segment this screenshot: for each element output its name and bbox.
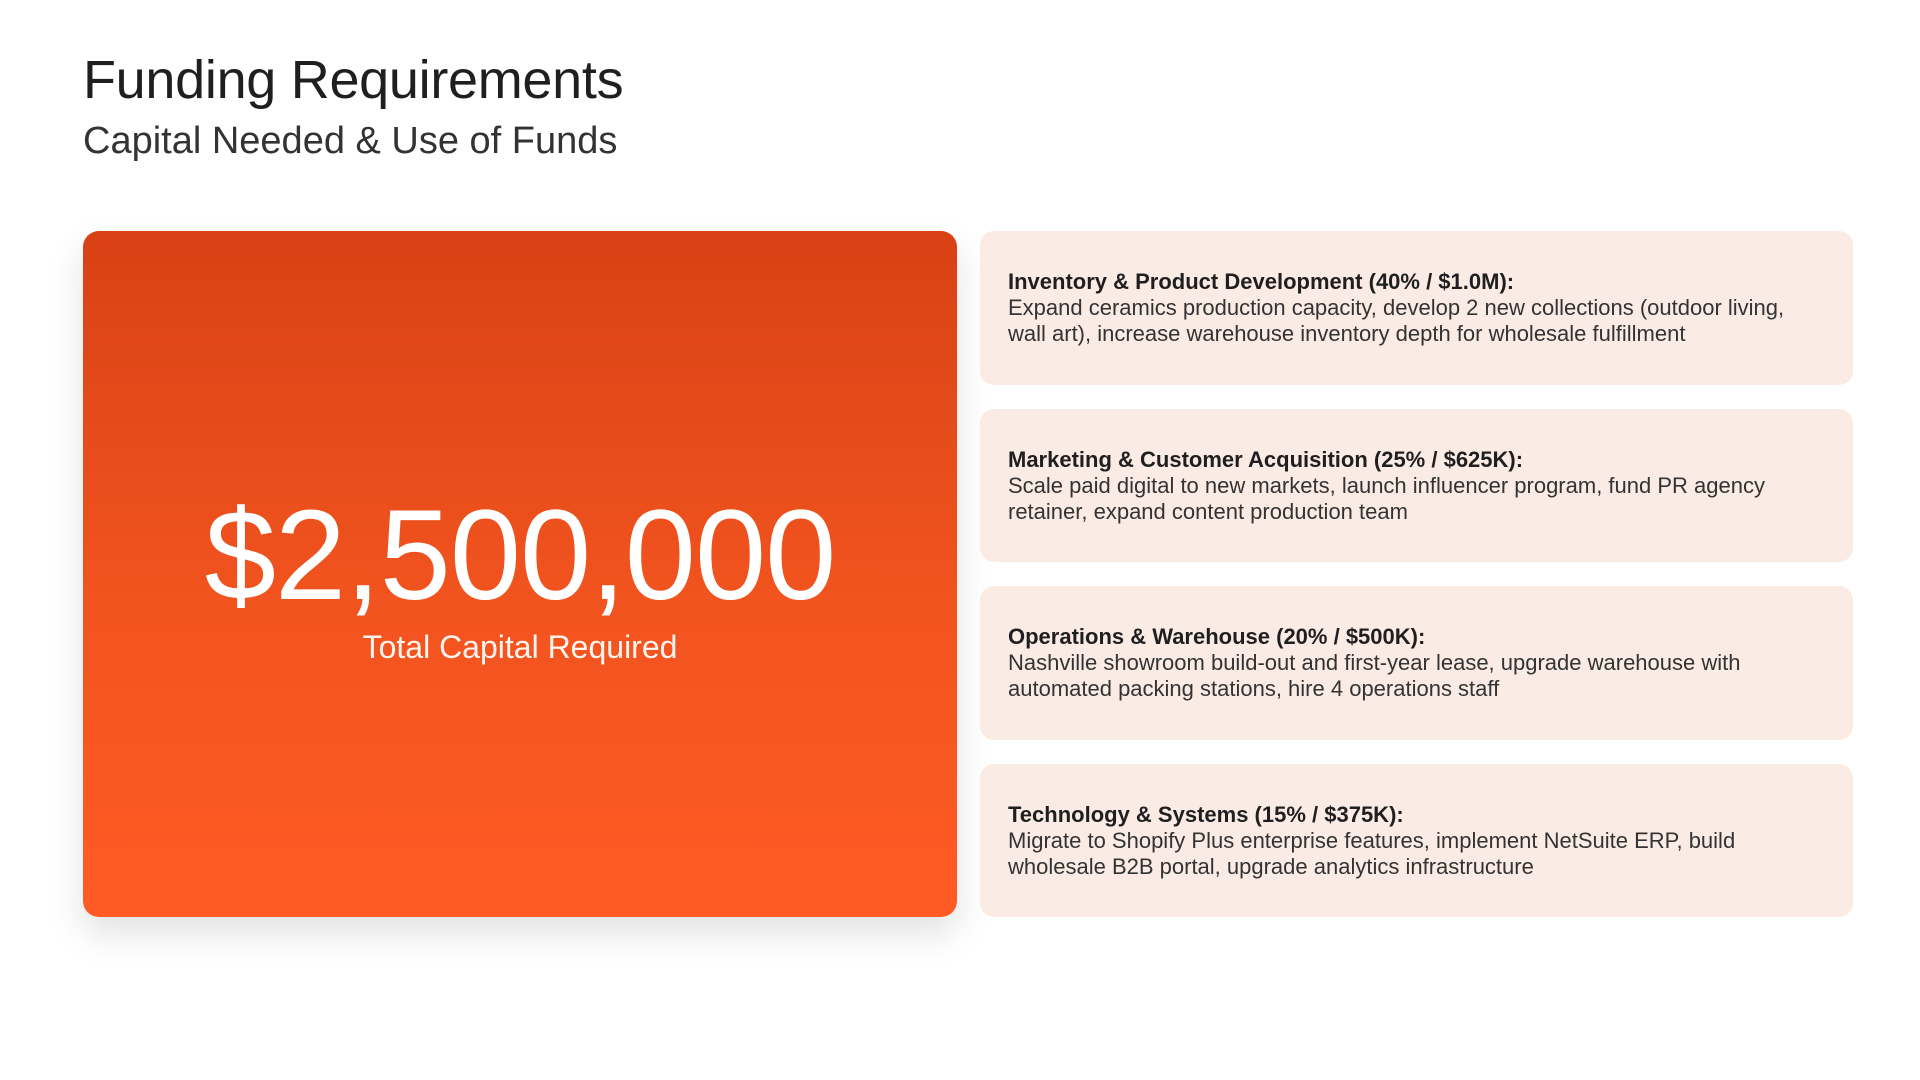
- use-card-description: Migrate to Shopify Plus enterprise features, implement NetSuite ERP, build wholesale B2B portal, upgrade analytics infrastructure: [1008, 827, 1736, 879]
- use-card-title: Operations & Warehouse (20% / $500K):: [1008, 624, 1426, 650]
- total-capital-amount: $2,500,000: [204, 484, 836, 627]
- use-card-operations: [980, 586, 1853, 740]
- use-card-title: Marketing & Customer Acquisition (25% / $625K):: [1008, 446, 1524, 472]
- use-card-marketing: [980, 409, 1853, 563]
- header: [83, 48, 623, 166]
- page-title: Funding Requirements: [83, 50, 624, 110]
- use-card-description: Nashville showroom build-out and first-year lease, upgrade warehouse with automated packing stations, hire 4 operations staff: [1008, 650, 1741, 702]
- total-capital-label: Total Capital Required: [362, 629, 678, 665]
- page-subtitle: Capital Needed & Use of Funds: [83, 120, 618, 162]
- use-card-title: Inventory & Product Development (40% / $1.0M):: [1008, 269, 1515, 295]
- use-card-technology: [980, 764, 1853, 918]
- total-capital-card: [83, 231, 957, 917]
- use-card-inventory: [980, 231, 1853, 385]
- use-card-title: Technology & Systems (15% / $375K):: [1008, 801, 1404, 827]
- use-card-description: Scale paid digital to new markets, launch influencer program, fund PR agency retainer, expand content production team: [1008, 472, 1765, 524]
- content-area: [83, 231, 1853, 917]
- use-of-funds-list: [980, 231, 1853, 917]
- use-card-description: Expand ceramics production capacity, develop 2 new collections (outdoor living, wall art), increase warehouse inventory depth for wholesale fulfillment: [1008, 295, 1785, 347]
